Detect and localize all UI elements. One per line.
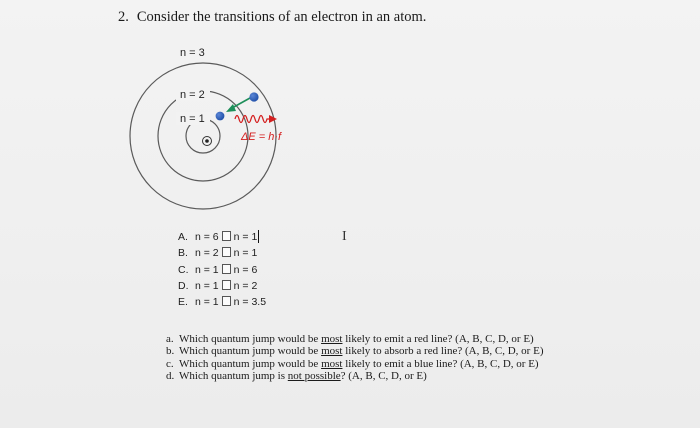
sub-questions [166, 333, 543, 382]
electron-icon [249, 92, 258, 101]
choice-b: B. n = 2 n = 1 [178, 247, 258, 260]
choice-d: D. n = 1 n = 2 [178, 279, 258, 292]
arrow-placeholder-box [222, 264, 231, 274]
nucleus-icon [203, 137, 212, 146]
photon-wave-icon [235, 115, 277, 123]
text-caret [258, 230, 259, 243]
sub-question-c: c. Which quantum jump would be most likely to emit a blue line? (A, B, C, D, or E) [166, 357, 539, 370]
arrow-placeholder-box [222, 296, 231, 306]
label-n2: n = 2 [180, 89, 205, 101]
i-beam-cursor-icon: I [342, 229, 347, 244]
electron-icon [216, 112, 225, 121]
arrow-placeholder-box [222, 280, 231, 290]
arrow-placeholder-box [222, 231, 231, 241]
label-n3: n = 3 [180, 47, 205, 59]
energy-equation: ΔE = h·f [241, 131, 282, 143]
orbit-n2 [158, 91, 248, 181]
label-n1: n = 1 [180, 113, 205, 125]
arrow-placeholder-box [222, 247, 231, 257]
sub-question-d: d. Which quantum jump is not possible? (A, B, C, D, or E) [166, 369, 427, 382]
transition-choices [178, 229, 266, 310]
choice-e: E. n = 1 n = 3.5 [178, 296, 267, 309]
choice-a: A. n = 6 n = 1 [178, 231, 258, 243]
question-text: Consider the transitions of an electron in an atom. [136, 9, 427, 25]
sub-question-b: b. Which quantum jump would be most likely to absorb a red line? (A, B, C, D, or E) [166, 345, 544, 358]
sub-question-a: a. Which quantum jump would be most likely to emit a red line? (A, B, C, D, or E) [166, 333, 534, 345]
question-number: 2. [118, 9, 129, 25]
choice-c: C. n = 1 n = 6 [178, 263, 258, 276]
